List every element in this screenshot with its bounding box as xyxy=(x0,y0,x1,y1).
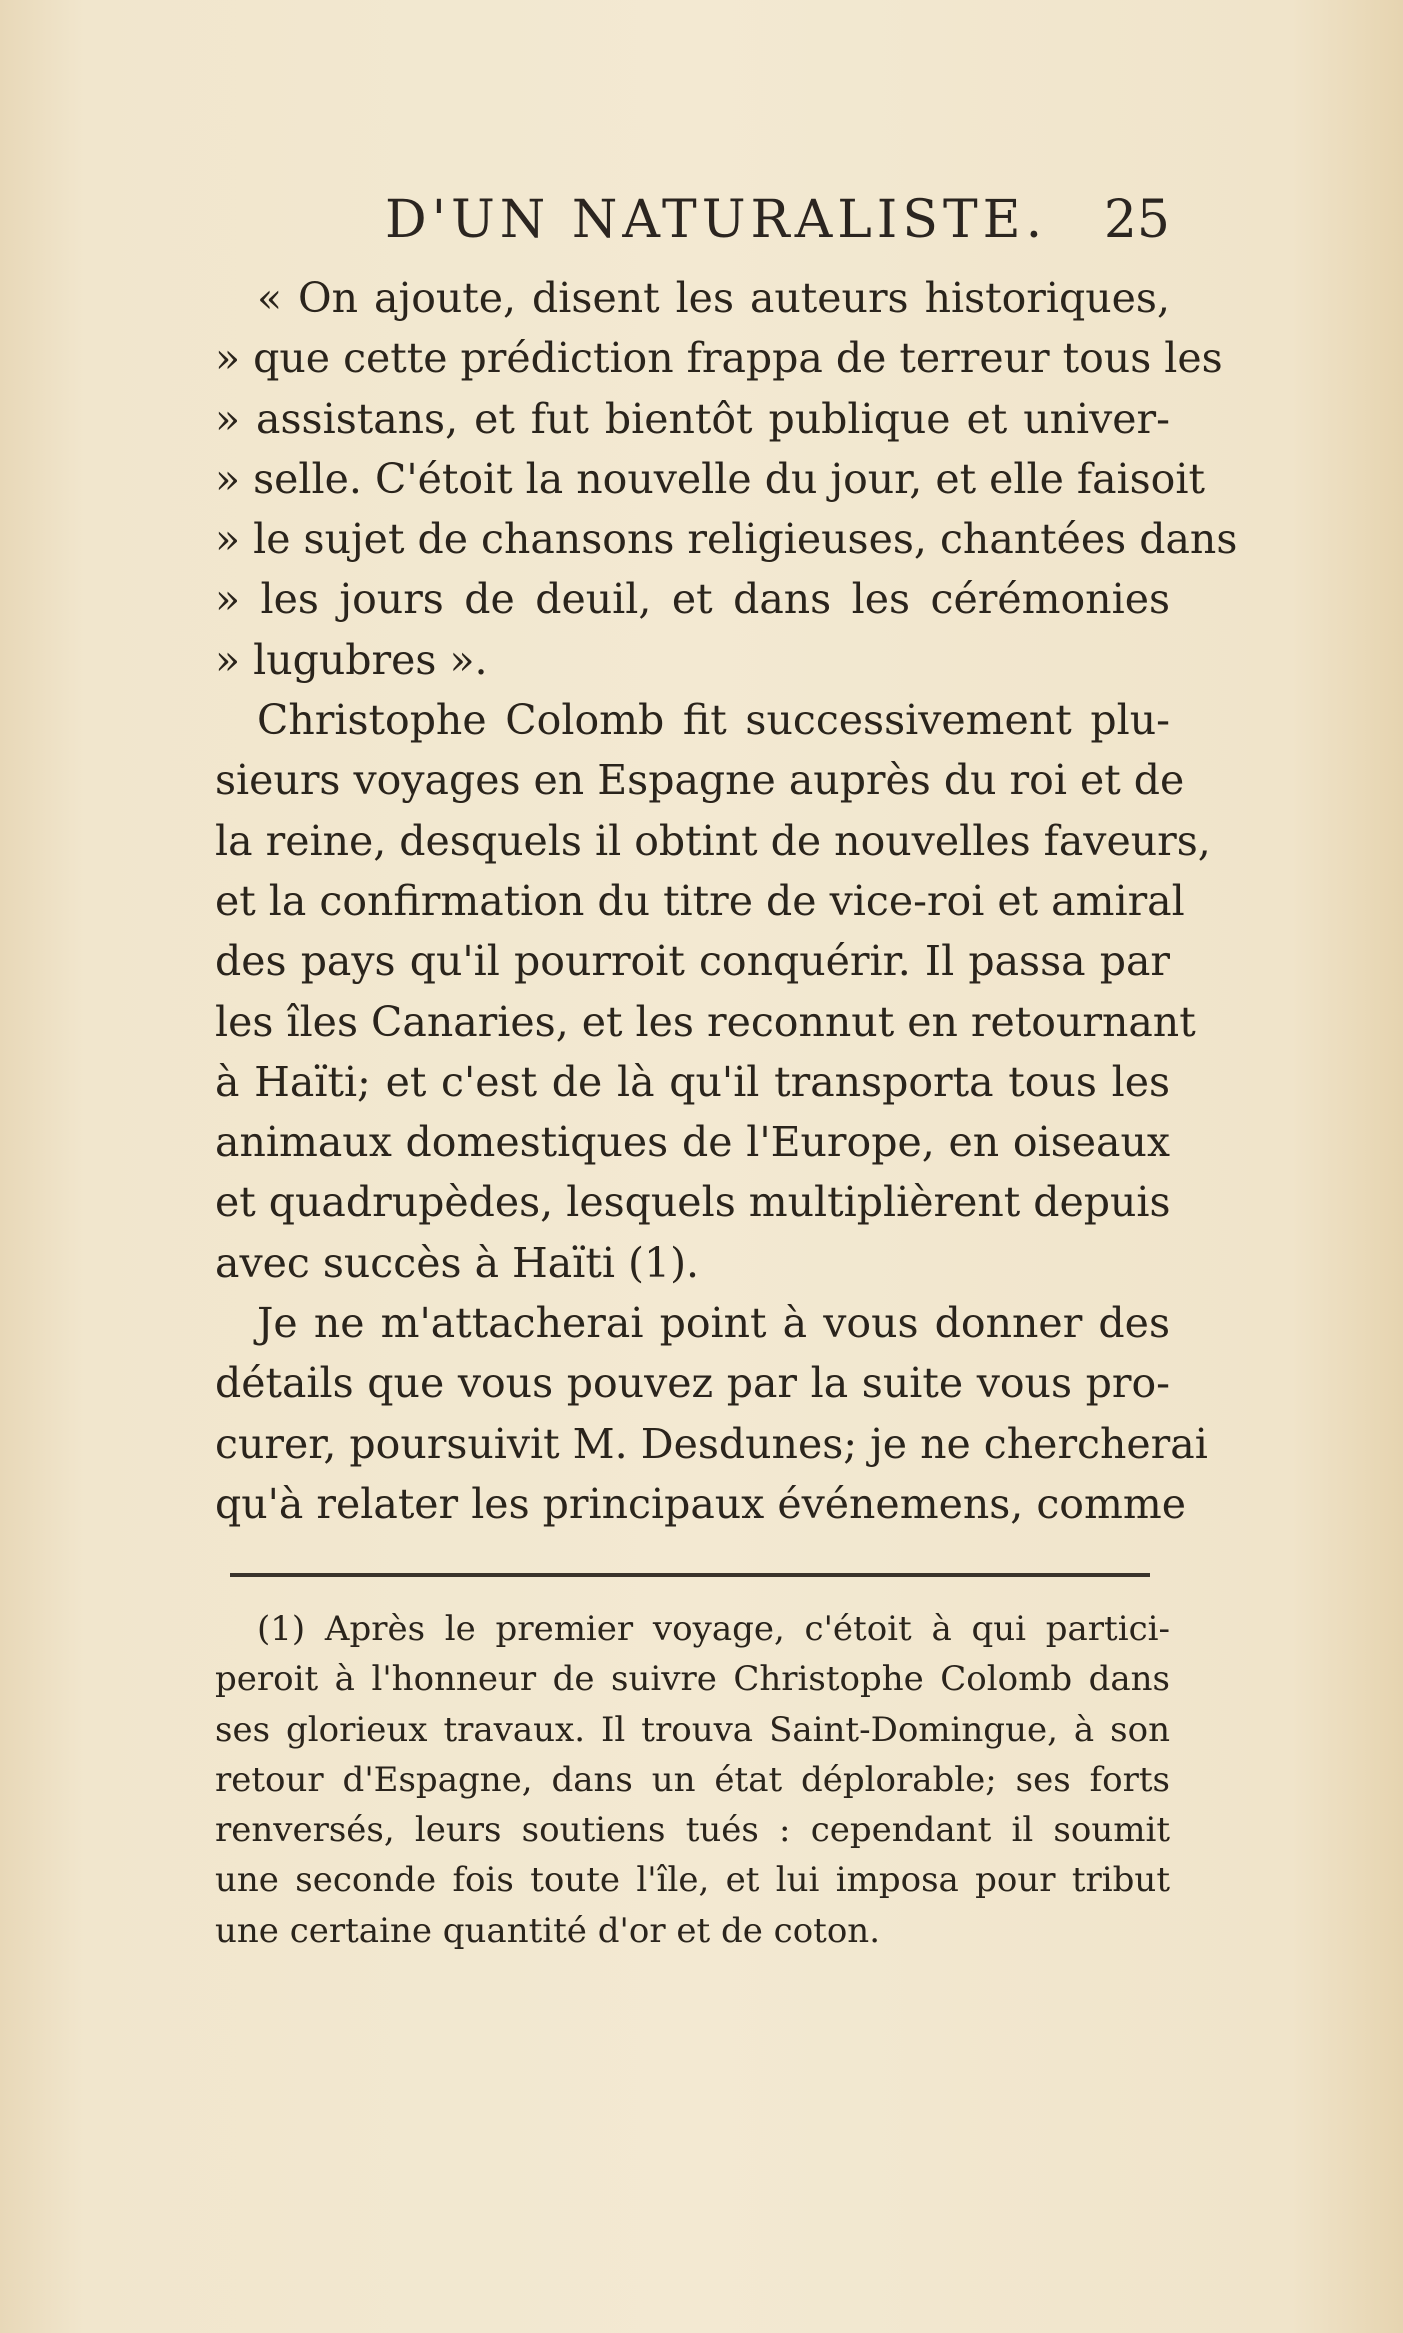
paragraph-line: Christophe Colomb fit successivement plu- xyxy=(257,696,1170,745)
paragraph-line: et quadrupèdes, lesquels multiplièrent depuis xyxy=(215,1178,1171,1227)
paragraph-line: et la confirmation du titre de vice-roi et amiral xyxy=(215,876,1185,925)
quote-line: « On ajoute, disent les auteurs historiques, xyxy=(257,274,1170,322)
running-title: D'UN NATURALISTE. xyxy=(385,190,1048,250)
footnote-line: une seconde fois toute l'île, et lui imposa pour tribut xyxy=(215,1860,1170,1901)
paragraph-line: la reine, desquels il obtint de nouvelles faveurs, xyxy=(215,816,1211,865)
paragraph-line: détails que vous pouvez par la suite vous pro- xyxy=(215,1359,1170,1408)
paragraph-line: animaux domestiques de l'Europe, en oiseaux xyxy=(215,1118,1170,1167)
paragraph-line: qu'à relater les principaux événemens, comme xyxy=(215,1479,1187,1528)
quote-line: » selle. C'étoit la nouvelle du jour, et elle faisoit xyxy=(215,454,1205,503)
footnote xyxy=(215,1604,1170,1956)
quote-line: » assistans, et fut bientôt publique et univer- xyxy=(215,394,1170,443)
paragraph-line: des pays qu'il pourroit conquérir. Il passa par xyxy=(215,937,1170,986)
quote-line: » le sujet de chansons religieuses, chantées dans xyxy=(215,515,1238,564)
paragraph-line: les îles Canaries, et les reconnut en retournant xyxy=(215,997,1196,1046)
page-header xyxy=(215,190,1170,260)
footnote-line: (1) Après le premier voyage, c'étoit à qui partici- xyxy=(257,1609,1170,1649)
footnote-line: retour d'Espagne, dans un état déplorable; ses forts xyxy=(215,1759,1170,1800)
footnote-rule xyxy=(230,1573,1150,1577)
footnote-line: une certaine quantité d'or et de coton. xyxy=(215,1910,881,1951)
page-number: 25 xyxy=(1103,190,1170,250)
footnote-line: peroit à l'honneur de suivre Christophe Colomb dans xyxy=(215,1659,1170,1700)
footnote-line: renversés, leurs soutiens tués : cependant il soumit xyxy=(215,1810,1170,1851)
paragraph-line: Je ne m'attacherai point à vous donner des xyxy=(257,1299,1170,1348)
quote-line: » lugubres ». xyxy=(215,635,488,684)
quote-line: » que cette prédiction frappa de terreur tous les xyxy=(215,334,1223,383)
paragraph-line: curer, poursuivit M. Desdunes; je ne chercherai xyxy=(215,1419,1208,1468)
main-text xyxy=(215,268,1238,1534)
footnote-line: ses glorieux travaux. Il trouva Saint-Domingue, à son xyxy=(215,1709,1170,1750)
paragraph-line: sieurs voyages en Espagne auprès du roi et de xyxy=(215,756,1185,805)
paragraph-line: avec succès à Haïti (1). xyxy=(215,1238,700,1287)
paragraph-line: à Haïti; et c'est de là qu'il transporta tous les xyxy=(215,1057,1170,1106)
quote-line: » les jours de deuil, et dans les cérémonies xyxy=(215,575,1170,624)
